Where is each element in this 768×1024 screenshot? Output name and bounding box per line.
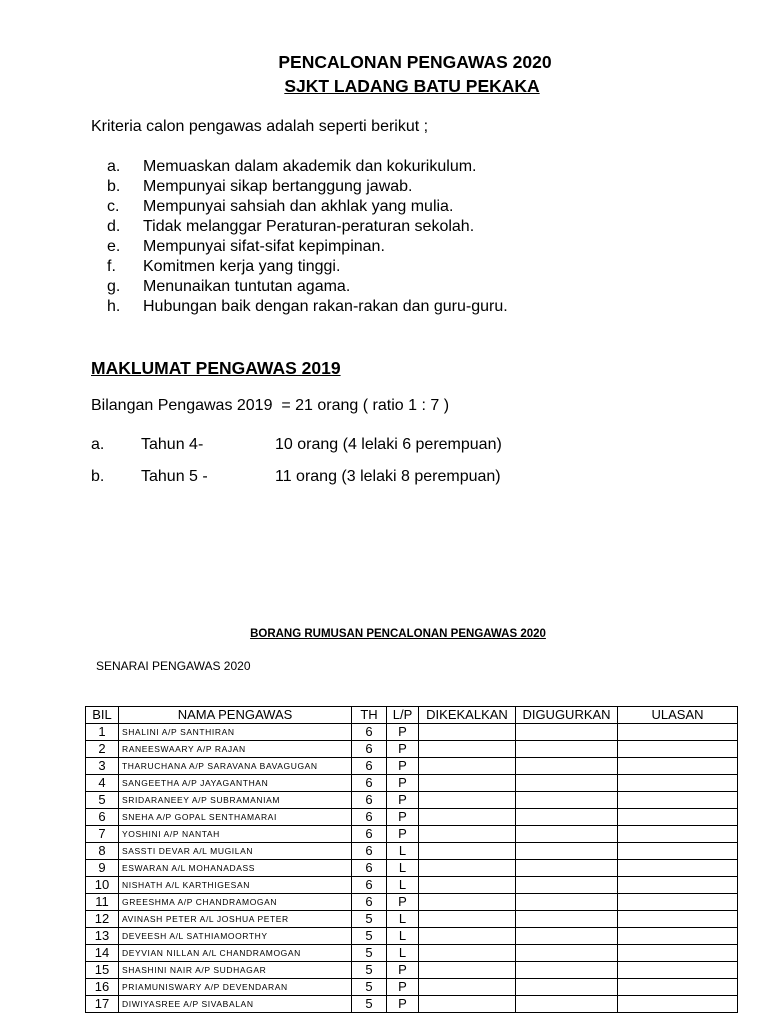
cell-th: 5 — [352, 979, 387, 996]
cell-lp: P — [387, 826, 419, 843]
prefect-count: Bilangan Pengawas 2019 = 21 orang ( ratio 1 : 7 ) — [91, 397, 450, 414]
table-row — [86, 979, 738, 996]
column-header: TH — [352, 707, 387, 724]
cell-dikekalkan[interactable] — [419, 911, 516, 928]
cell-ulasan[interactable] — [618, 877, 738, 894]
table-row — [86, 792, 738, 809]
cell-nama: DIWIYASREE A/P SIVABALAN — [119, 996, 352, 1013]
cell-th: 6 — [352, 775, 387, 792]
cell-digugurkan[interactable] — [516, 979, 618, 996]
table-row — [86, 741, 738, 758]
criteria-item — [107, 217, 508, 237]
cell-bil: 13 — [86, 928, 119, 945]
criteria-letter: e. — [107, 238, 121, 255]
cell-lp: P — [387, 894, 419, 911]
criteria-item — [107, 297, 508, 317]
criteria-text: Mempunyai sahsiah dan akhlak yang mulia. — [143, 198, 454, 215]
table-row — [86, 775, 738, 792]
cell-ulasan[interactable] — [618, 809, 738, 826]
cell-th: 6 — [352, 792, 387, 809]
cell-th: 6 — [352, 860, 387, 877]
table-row — [86, 826, 738, 843]
cell-dikekalkan[interactable] — [419, 928, 516, 945]
cell-th: 6 — [352, 843, 387, 860]
cell-bil: 5 — [86, 792, 119, 809]
prefect-table — [85, 706, 738, 1013]
cell-nama: SANGEETHA A/P JAYAGANTHAN — [119, 775, 352, 792]
cell-th: 5 — [352, 928, 387, 945]
table-row — [86, 758, 738, 775]
table-row — [86, 928, 738, 945]
cell-lp: P — [387, 996, 419, 1013]
cell-th: 6 — [352, 724, 387, 741]
table-row — [86, 996, 738, 1013]
cell-bil: 11 — [86, 894, 119, 911]
cell-bil: 6 — [86, 809, 119, 826]
cell-lp: P — [387, 741, 419, 758]
cell-bil: 2 — [86, 741, 119, 758]
cell-digugurkan[interactable] — [516, 724, 618, 741]
cell-dikekalkan[interactable] — [419, 877, 516, 894]
cell-ulasan[interactable] — [618, 724, 738, 741]
cell-dikekalkan[interactable] — [419, 945, 516, 962]
cell-digugurkan[interactable] — [516, 741, 618, 758]
cell-nama: DEYVIAN NILLAN A/L CHANDRAMOGAN — [119, 945, 352, 962]
cell-ulasan[interactable] — [618, 894, 738, 911]
cell-lp: P — [387, 758, 419, 775]
cell-th: 6 — [352, 894, 387, 911]
table-row — [86, 962, 738, 979]
cell-dikekalkan[interactable] — [419, 741, 516, 758]
cell-digugurkan[interactable] — [516, 775, 618, 792]
year-count: 11 orang (3 lelaki 8 perempuan) — [275, 468, 501, 485]
cell-nama: DEVEESH A/L SATHIAMOORTHY — [119, 928, 352, 945]
cell-bil: 9 — [86, 860, 119, 877]
cell-digugurkan[interactable] — [516, 792, 618, 809]
cell-nama: YOSHINI A/P NANTAH — [119, 826, 352, 843]
cell-nama: ESWARAN A/L MOHANADASS — [119, 860, 352, 877]
cell-dikekalkan[interactable] — [419, 792, 516, 809]
year-label: Tahun 4- — [141, 436, 204, 453]
cell-digugurkan[interactable] — [516, 809, 618, 826]
cell-th: 5 — [352, 996, 387, 1013]
criteria-text: Komitmen kerja yang tinggi. — [143, 258, 341, 275]
cell-nama: SRIDARANEEY A/P SUBRAMANIAM — [119, 792, 352, 809]
cell-bil: 17 — [86, 996, 119, 1013]
cell-digugurkan[interactable] — [516, 843, 618, 860]
cell-dikekalkan[interactable] — [419, 775, 516, 792]
table-row — [86, 877, 738, 894]
column-header: L/P — [387, 707, 419, 724]
cell-digugurkan[interactable] — [516, 945, 618, 962]
table-row — [86, 809, 738, 826]
cell-ulasan[interactable] — [618, 962, 738, 979]
cell-ulasan[interactable] — [618, 979, 738, 996]
cell-th: 5 — [352, 945, 387, 962]
criteria-item — [107, 197, 508, 217]
cell-dikekalkan[interactable] — [419, 724, 516, 741]
criteria-item — [107, 177, 508, 197]
cell-th: 6 — [352, 758, 387, 775]
cell-nama: PRIAMUNISWARY A/P DEVENDARAN — [119, 979, 352, 996]
cell-nama: THARUCHANA A/P SARAVANA BAVAGUGAN — [119, 758, 352, 775]
cell-dikekalkan[interactable] — [419, 860, 516, 877]
cell-digugurkan[interactable] — [516, 928, 618, 945]
school-name: SJKT LADANG BATU PEKAKA — [284, 76, 540, 96]
cell-ulasan[interactable] — [618, 843, 738, 860]
cell-dikekalkan[interactable] — [419, 758, 516, 775]
cell-ulasan[interactable] — [618, 826, 738, 843]
criteria-intro: Kriteria calon pengawas adalah seperti berikut ; — [91, 118, 429, 135]
cell-bil: 16 — [86, 979, 119, 996]
cell-ulasan[interactable] — [618, 860, 738, 877]
criteria-letter: g. — [107, 278, 121, 295]
criteria-item — [107, 157, 508, 177]
cell-digugurkan[interactable] — [516, 860, 618, 877]
cell-digugurkan[interactable] — [516, 826, 618, 843]
cell-lp: L — [387, 928, 419, 945]
cell-digugurkan[interactable] — [516, 758, 618, 775]
cell-ulasan[interactable] — [618, 928, 738, 945]
cell-lp: P — [387, 809, 419, 826]
cell-th: 6 — [352, 809, 387, 826]
cell-bil: 14 — [86, 945, 119, 962]
cell-dikekalkan[interactable] — [419, 979, 516, 996]
cell-bil: 8 — [86, 843, 119, 860]
column-header: NAMA PENGAWAS — [119, 707, 352, 724]
column-header: BIL — [86, 707, 119, 724]
year-letter: a. — [91, 436, 105, 453]
column-header: DIKEKALKAN — [419, 707, 516, 724]
cell-lp: P — [387, 979, 419, 996]
cell-digugurkan[interactable] — [516, 911, 618, 928]
cell-lp: P — [387, 724, 419, 741]
page-title: PENCALONAN PENGAWAS 2020 — [278, 52, 552, 72]
cell-dikekalkan[interactable] — [419, 894, 516, 911]
column-header: DIGUGURKAN — [516, 707, 618, 724]
criteria-text: Menunaikan tuntutan agama. — [143, 278, 351, 295]
cell-nama: AVINASH PETER A/L JOSHUA PETER — [119, 911, 352, 928]
cell-ulasan[interactable] — [618, 775, 738, 792]
cell-lp: L — [387, 945, 419, 962]
cell-bil: 3 — [86, 758, 119, 775]
cell-nama: NISHATH A/L KARTHIGESAN — [119, 877, 352, 894]
cell-lp: P — [387, 962, 419, 979]
table-row — [86, 894, 738, 911]
column-header: ULASAN — [618, 707, 738, 724]
cell-dikekalkan[interactable] — [419, 843, 516, 860]
criteria-letter: d. — [107, 218, 121, 235]
cell-bil: 12 — [86, 911, 119, 928]
cell-bil: 10 — [86, 877, 119, 894]
table-row — [86, 724, 738, 741]
table-header-row — [86, 707, 738, 724]
criteria-item — [107, 277, 508, 297]
cell-bil: 4 — [86, 775, 119, 792]
cell-bil: 1 — [86, 724, 119, 741]
cell-digugurkan[interactable] — [516, 894, 618, 911]
cell-nama: SHALINI A/P SANTHIRAN — [119, 724, 352, 741]
cell-th: 5 — [352, 962, 387, 979]
table-row — [86, 843, 738, 860]
cell-lp: L — [387, 860, 419, 877]
criteria-list — [107, 157, 508, 317]
table-row — [86, 945, 738, 962]
cell-lp: L — [387, 843, 419, 860]
year-count: 10 orang (4 lelaki 6 perempuan) — [275, 436, 502, 453]
cell-ulasan[interactable] — [618, 996, 738, 1013]
cell-ulasan[interactable] — [618, 911, 738, 928]
year-letter: b. — [91, 468, 105, 485]
cell-nama: RANEESWAARY A/P RAJAN — [119, 741, 352, 758]
criteria-letter: c. — [107, 198, 120, 215]
cell-ulasan[interactable] — [618, 792, 738, 809]
criteria-item — [107, 257, 508, 277]
table-row — [86, 911, 738, 928]
cell-lp: L — [387, 911, 419, 928]
cell-ulasan[interactable] — [618, 741, 738, 758]
cell-lp: P — [387, 792, 419, 809]
section-title: MAKLUMAT PENGAWAS 2019 — [91, 358, 341, 378]
cell-digugurkan[interactable] — [516, 996, 618, 1013]
criteria-letter: h. — [107, 298, 121, 315]
cell-th: 6 — [352, 877, 387, 894]
criteria-item — [107, 237, 508, 257]
table-row — [86, 860, 738, 877]
cell-dikekalkan[interactable] — [419, 809, 516, 826]
cell-bil: 7 — [86, 826, 119, 843]
cell-lp: P — [387, 775, 419, 792]
cell-ulasan[interactable] — [618, 945, 738, 962]
list-subtitle: SENARAI PENGAWAS 2020 — [96, 659, 251, 673]
cell-nama: SNEHA A/P GOPAL SENTHAMARAI — [119, 809, 352, 826]
criteria-letter: b. — [107, 178, 121, 195]
cell-nama: SASSTI DEVAR A/L MUGILAN — [119, 843, 352, 860]
form-title: BORANG RUMUSAN PENCALONAN PENGAWAS 2020 — [250, 628, 546, 640]
criteria-letter: f. — [107, 258, 116, 275]
year-label: Tahun 5 - — [141, 468, 208, 485]
criteria-letter: a. — [107, 158, 121, 175]
criteria-text: Hubungan baik dengan rakan-rakan dan guru-guru. — [143, 298, 508, 315]
cell-th: 6 — [352, 741, 387, 758]
cell-dikekalkan[interactable] — [419, 826, 516, 843]
cell-th: 5 — [352, 911, 387, 928]
criteria-text: Mempunyai sifat-sifat kepimpinan. — [143, 238, 385, 255]
cell-lp: L — [387, 877, 419, 894]
criteria-text: Tidak melanggar Peraturan-peraturan sekolah. — [143, 218, 475, 235]
cell-digugurkan[interactable] — [516, 877, 618, 894]
cell-dikekalkan[interactable] — [419, 996, 516, 1013]
criteria-text: Mempunyai sikap bertanggung jawab. — [143, 178, 413, 195]
cell-ulasan[interactable] — [618, 758, 738, 775]
cell-th: 6 — [352, 826, 387, 843]
cell-nama: SHASHINI NAIR A/P SUDHAGAR — [119, 962, 352, 979]
cell-dikekalkan[interactable] — [419, 962, 516, 979]
cell-digugurkan[interactable] — [516, 962, 618, 979]
cell-nama: GREESHMA A/P CHANDRAMOGAN — [119, 894, 352, 911]
cell-bil: 15 — [86, 962, 119, 979]
criteria-text: Memuaskan dalam akademik dan kokurikulum. — [143, 158, 477, 175]
